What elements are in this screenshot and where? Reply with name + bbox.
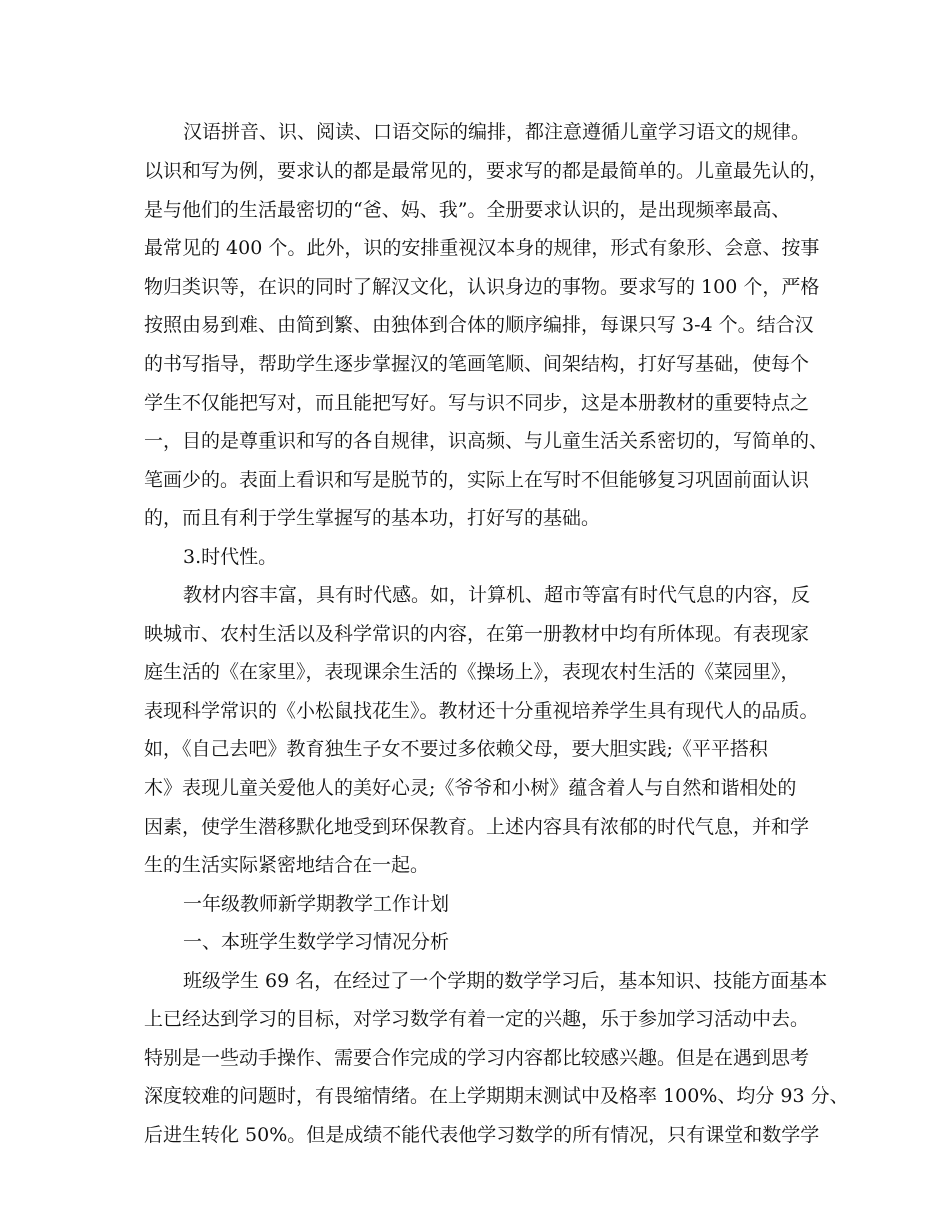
paragraph-line: 如，《自己去吧》教育独生子女不要过多依赖父母，要大胆实践;《平平搭积 bbox=[144, 738, 768, 760]
paragraph-line: 特别是一些动手操作、需要合作完成的学习内容都比较感兴趣。但是在遇到思考 bbox=[144, 1047, 810, 1069]
paragraph-line: 笔画少的。表面上看识和写是脱节的，实际上在写时不但能够复习巩固前面认识 bbox=[144, 469, 810, 491]
paragraph-line: 的书写指导，帮助学生逐步掌握汉的笔画笔顺、间架结构，打好写基础，使每个 bbox=[144, 353, 810, 375]
paragraph-line: 班级学生 69 名，在经过了一个学期的数学学习后，基本知识、技能方面基本 bbox=[183, 970, 828, 992]
paragraph-line: 表现科学常识的《小松鼠找花生》。教材还十分重视培养学生具有现代人的品质。 bbox=[144, 700, 819, 722]
paragraph-line: 木》表现儿童关爱他人的美好心灵;《爷爷和小树》蕴含着人与自然和谐相处的 bbox=[144, 777, 797, 799]
paragraph-line: 是与他们的生活最密切的“爸、妈、我”。全册要求认识的，是出现频率最高、 bbox=[144, 199, 791, 221]
paragraph-line: 的，而且有利于学生掌握写的基本功，打好写的基础。 bbox=[144, 507, 601, 529]
paragraph-line: 一，目的是尊重识和写的各自规律，识高频、与儿童生活关系密切的，写简单的、 bbox=[144, 430, 829, 452]
paragraph-line: 深度较难的问题时，有畏缩情绪。在上学期期末测试中及格率 100%、均分 93 分、 bbox=[144, 1085, 849, 1107]
paragraph-line: 物归类识等，在识的同时了解汉文化，认识身边的事物。要求写的 100 个，严格 bbox=[144, 276, 820, 298]
section-heading: 一、本班学生数学学习情况分析 bbox=[183, 931, 450, 953]
document-title: 一年级教师新学期教学工作计划 bbox=[183, 893, 450, 915]
paragraph-line: 生的生活实际紧密地结合在一起。 bbox=[144, 854, 430, 876]
paragraph-line: 以识和写为例，要求认的都是最常见的，要求写的都是最简单的。儿童最先认的， bbox=[144, 160, 829, 182]
paragraph-line: 庭生活的《在家里》，表现课余生活的《操场上》，表现农村生活的《菜园里》， bbox=[144, 661, 800, 683]
paragraph-line: 学生不仅能把写对，而且能把写好。写与识不同步，这是本册教材的重要特点之 bbox=[144, 392, 810, 414]
paragraph-line: 按照由易到难、由简到繁、由独体到合体的顺序编排，每课只写 3-4 个。结合汉 bbox=[144, 314, 814, 336]
paragraph-line: 上已经达到学习的目标，对学习数学有着一定的兴趣，乐于参加学习活动中去。 bbox=[144, 1008, 810, 1030]
section-heading: 3.时代性。 bbox=[183, 546, 278, 568]
paragraph-line: 后进生转化 50%。但是成绩不能代表他学习数学的所有情况，只有课堂和数学学 bbox=[144, 1124, 820, 1146]
paragraph-line: 最常见的 400 个。此外，识的安排重视汉本身的规律，形式有象形、会意、按事 bbox=[144, 237, 820, 259]
paragraph-line: 因素，使学生潜移默化地受到环保教育。上述内容具有浓郁的时代气息，并和学 bbox=[144, 816, 810, 838]
paragraph-line: 教材内容丰富，具有时代感。如，计算机、超市等富有时代气息的内容，反 bbox=[183, 584, 811, 606]
paragraph-line: 汉语拼音、识、阅读、口语交际的编排，都注意遵循儿童学习语文的规律。 bbox=[183, 121, 811, 143]
paragraph-line: 映城市、农村生活以及科学常识的内容，在第一册教材中均有所体现。有表现家 bbox=[144, 623, 810, 645]
